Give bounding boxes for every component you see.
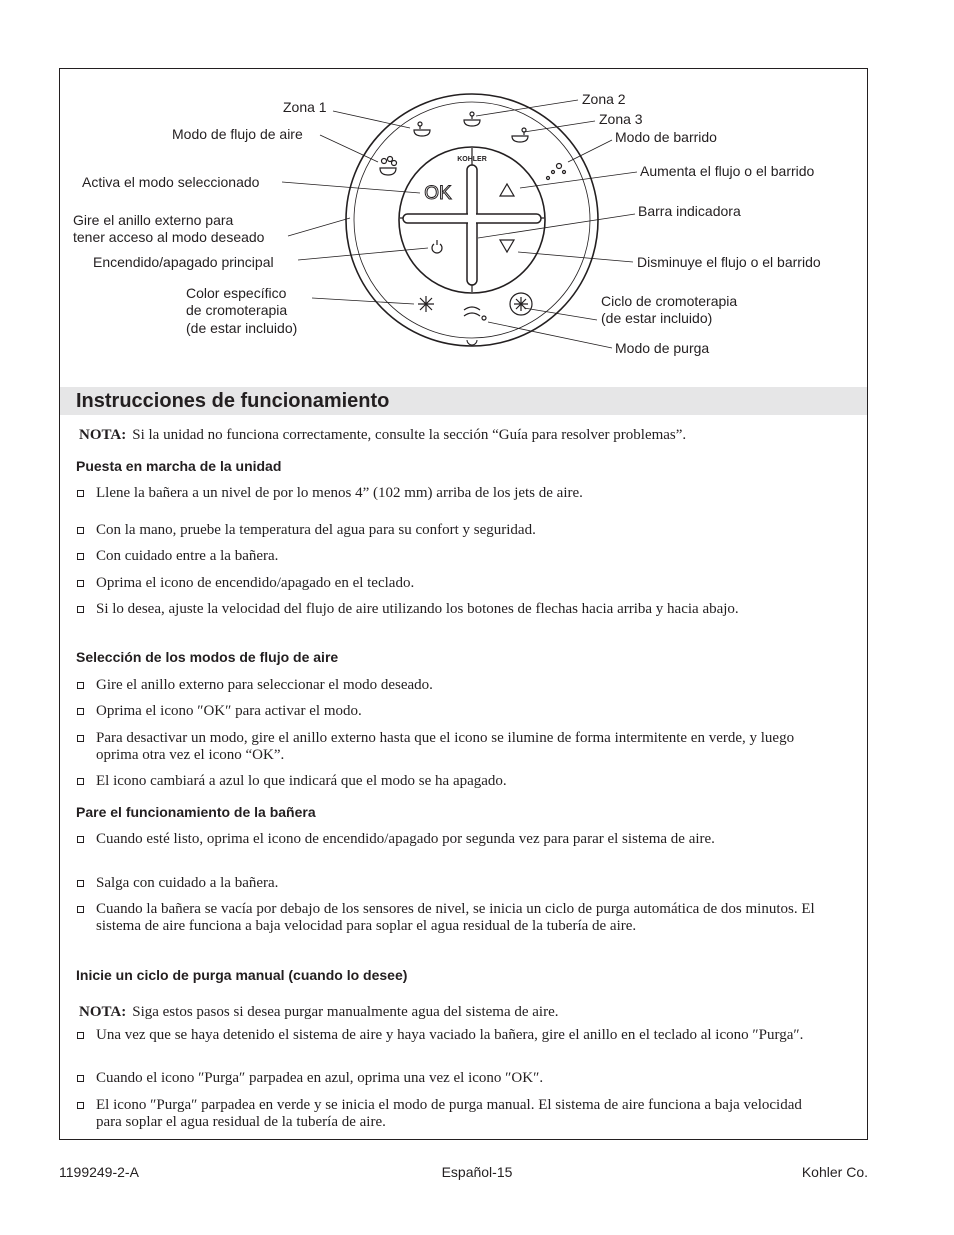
note-1 bbox=[79, 427, 686, 444]
note-2 bbox=[79, 1004, 559, 1021]
section-banner bbox=[60, 387, 867, 415]
label-color-1: Color específico bbox=[186, 285, 287, 301]
subheading-seleccion-modos: Selección de los modos de flujo de aire bbox=[76, 649, 339, 665]
label-color-2: de cromoterapia bbox=[186, 302, 288, 318]
checkbox-square-icon bbox=[77, 553, 84, 560]
list-item: Llene la bañera a un nivel de por lo menos 4” (102 mm) arriba de los jets de aire. bbox=[77, 485, 817, 502]
increase-arrow-icon bbox=[500, 184, 514, 196]
list-item: El icono cambiará a azul lo que indicará que el modo se ha apagado. bbox=[77, 773, 817, 790]
air-flow-mode-icon bbox=[380, 157, 397, 176]
subheading-puesta-en-marcha: Puesta en marcha de la unidad bbox=[76, 458, 282, 474]
sweep-mode-icon bbox=[547, 164, 566, 180]
list-item: Gire el anillo externo para seleccionar el modo deseado. bbox=[77, 677, 817, 694]
label-encendido: Encendido/apagado principal bbox=[93, 254, 274, 270]
checkbox-square-icon bbox=[77, 880, 84, 887]
checkbox-square-icon bbox=[77, 708, 84, 715]
zone-3-icon bbox=[512, 128, 528, 142]
label-barra: Barra indicadora bbox=[638, 203, 741, 219]
checkbox-square-icon bbox=[77, 1075, 84, 1082]
label-purga: Modo de purga bbox=[615, 340, 710, 356]
label-modo-flujo: Modo de flujo de aire bbox=[172, 126, 303, 142]
note-1-label: NOTA: bbox=[79, 427, 127, 443]
purge-mode-icon bbox=[464, 307, 486, 320]
label-zona-2: Zona 2 bbox=[582, 91, 626, 107]
list-item: Cuando la bañera se vacía por debajo de los sensores de nivel, se inicia un ciclo de purga automática de dos minutos. El sistema de aire funciona a baja velocidad para soplar el agua residual de la tubería de aire. bbox=[77, 901, 817, 935]
chromotherapy-color-icon bbox=[418, 296, 434, 312]
list-item: Para desactivar un modo, gire el anillo externo hasta que el icono se ilumine de forma intermitente en verde, y luego oprima otra vez el icono “OK”. bbox=[77, 730, 817, 764]
power-icon bbox=[432, 240, 442, 253]
list-item: Con la mano, pruebe la temperatura del agua para su confort y seguridad. bbox=[77, 522, 817, 539]
label-disminuye: Disminuye el flujo o el barrido bbox=[637, 254, 821, 270]
subheading-pare-funcionamiento: Pare el funcionamiento de la bañera bbox=[76, 804, 316, 820]
list-item: Oprima el icono de encendido/apagado en el teclado. bbox=[77, 575, 817, 592]
list-item: Con cuidado entre a la bañera. bbox=[77, 548, 817, 565]
label-color-3: (de estar incluido) bbox=[186, 320, 298, 336]
label-ciclo-1: Ciclo de cromoterapia bbox=[601, 293, 738, 309]
list-item: Si lo desea, ajuste la velocidad del flujo de aire utilizando los botones de flechas hacia arriba y hacia abajo. bbox=[77, 601, 817, 618]
list-item: Salga con cuidado a la bañera. bbox=[77, 875, 817, 892]
label-zona-1: Zona 1 bbox=[283, 99, 327, 115]
ok-button: OK bbox=[424, 183, 452, 204]
section-title: Instrucciones de funcionamiento bbox=[76, 390, 390, 412]
list-item: Una vez que se haya detenido el sistema de aire y haya vaciado la bañera, gire el anillo en el teclado al icono ″Purga″. bbox=[77, 1027, 817, 1044]
checkbox-square-icon bbox=[77, 1102, 84, 1109]
label-aumenta: Aumenta el flujo o el barrido bbox=[640, 163, 815, 179]
checkbox-square-icon bbox=[77, 606, 84, 613]
note-2-text: Siga estos pasos si desea purgar manualmente agua del sistema de aire. bbox=[132, 1004, 559, 1020]
decrease-arrow-icon bbox=[500, 240, 514, 252]
footer-page-number: Español-15 bbox=[441, 1164, 513, 1180]
checkbox-square-icon bbox=[77, 1032, 84, 1039]
checkbox-square-icon bbox=[77, 836, 84, 843]
footer-doc-number: 1199249-2-A bbox=[59, 1164, 139, 1180]
label-zona-3: Zona 3 bbox=[599, 111, 643, 127]
label-activa: Activa el modo seleccionado bbox=[82, 174, 260, 190]
checkbox-square-icon bbox=[77, 906, 84, 913]
checkbox-square-icon bbox=[77, 735, 84, 742]
label-modo-barrido: Modo de barrido bbox=[615, 129, 717, 145]
footer-company: Kohler Co. bbox=[801, 1164, 868, 1180]
zone-1-icon bbox=[414, 122, 430, 136]
zone-2-icon bbox=[464, 112, 480, 126]
brand-logo: KOHLER bbox=[457, 156, 487, 163]
note-2-label: NOTA: bbox=[79, 1004, 127, 1020]
checkbox-square-icon bbox=[77, 527, 84, 534]
label-ciclo-2: (de estar incluido) bbox=[601, 310, 713, 326]
checkbox-square-icon bbox=[77, 778, 84, 785]
list-item: El icono ″Purga″ parpadea en verde y se inicia el modo de purga manual. El sistema de aire funciona a baja velocidad para soplar el agua residual de la tubería de aire. bbox=[77, 1097, 817, 1131]
label-gire-2: tener acceso al modo deseado bbox=[73, 229, 265, 245]
list-item: Cuando esté listo, oprima el icono de encendido/apagado por segunda vez para parar el sistema de aire. bbox=[77, 831, 817, 848]
chromotherapy-cycle-icon bbox=[510, 293, 532, 315]
subheading-purga-manual: Inicie un ciclo de purga manual (cuando lo desee) bbox=[76, 967, 408, 983]
checkbox-square-icon bbox=[77, 490, 84, 497]
list-item: Cuando el icono ″Purga″ parpadea en azul, oprima una vez el icono ″OK″. bbox=[77, 1070, 817, 1087]
label-gire-1: Gire el anillo externo para bbox=[73, 212, 234, 228]
list-item: Oprima el icono ″OK″ para activar el modo. bbox=[77, 703, 817, 720]
note-1-text: Si la unidad no funciona correctamente, consulte la sección “Guía para resolver problemas”. bbox=[132, 427, 687, 443]
checkbox-square-icon bbox=[77, 682, 84, 689]
checkbox-square-icon bbox=[77, 580, 84, 587]
